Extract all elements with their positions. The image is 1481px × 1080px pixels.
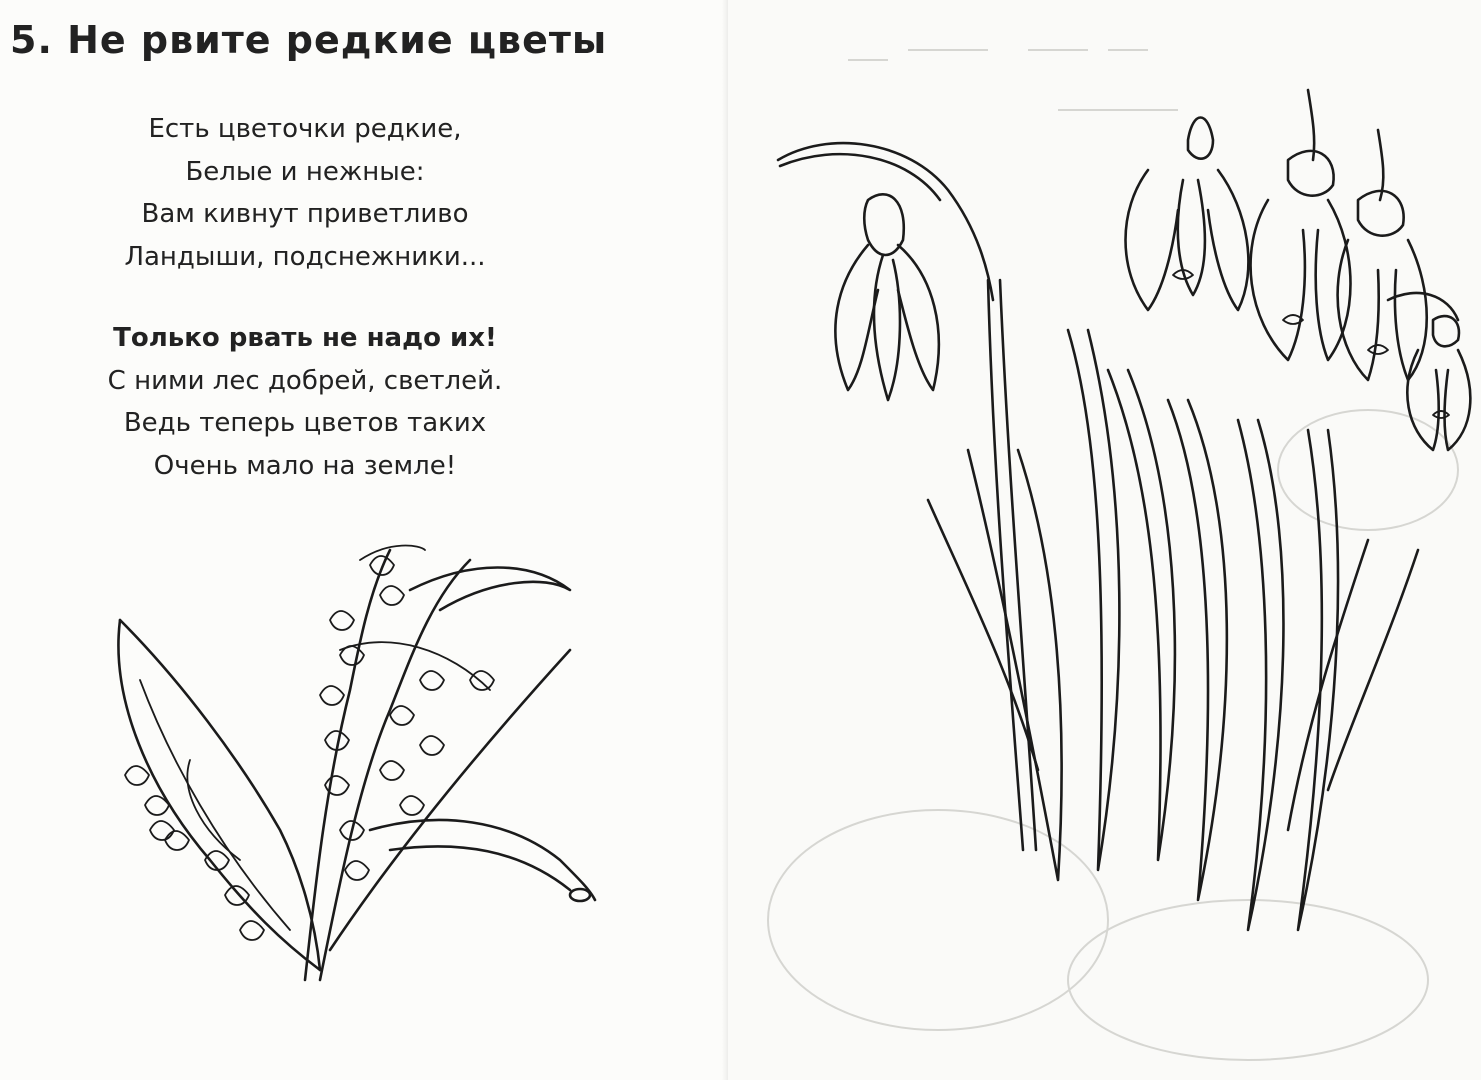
poem-line: Есть цветочки редкие, <box>148 114 462 144</box>
poem-line: Вам кивнут приветливо <box>141 199 469 229</box>
page-title: 5. Не рвите редкие цветы <box>10 18 608 62</box>
poem-stanza-1 <box>0 108 610 278</box>
poem-line-bold: Только рвать не надо их! <box>113 323 497 353</box>
poem-line: С ними лес добрей, светлей. <box>107 365 503 396</box>
poem-line: Ведь теперь цветов таких <box>123 408 487 438</box>
snowdrops-drawing <box>768 70 1468 950</box>
right-page <box>728 0 1481 1080</box>
poem-stanza-2 <box>0 317 610 487</box>
left-page <box>0 0 728 1080</box>
poem-line: Очень мало на земле! <box>153 450 457 481</box>
lily-of-the-valley-drawing <box>90 530 610 1050</box>
poem-line: Ландыши, подснежники... <box>124 241 486 272</box>
poem-line: Белые и нежные: <box>185 156 425 187</box>
